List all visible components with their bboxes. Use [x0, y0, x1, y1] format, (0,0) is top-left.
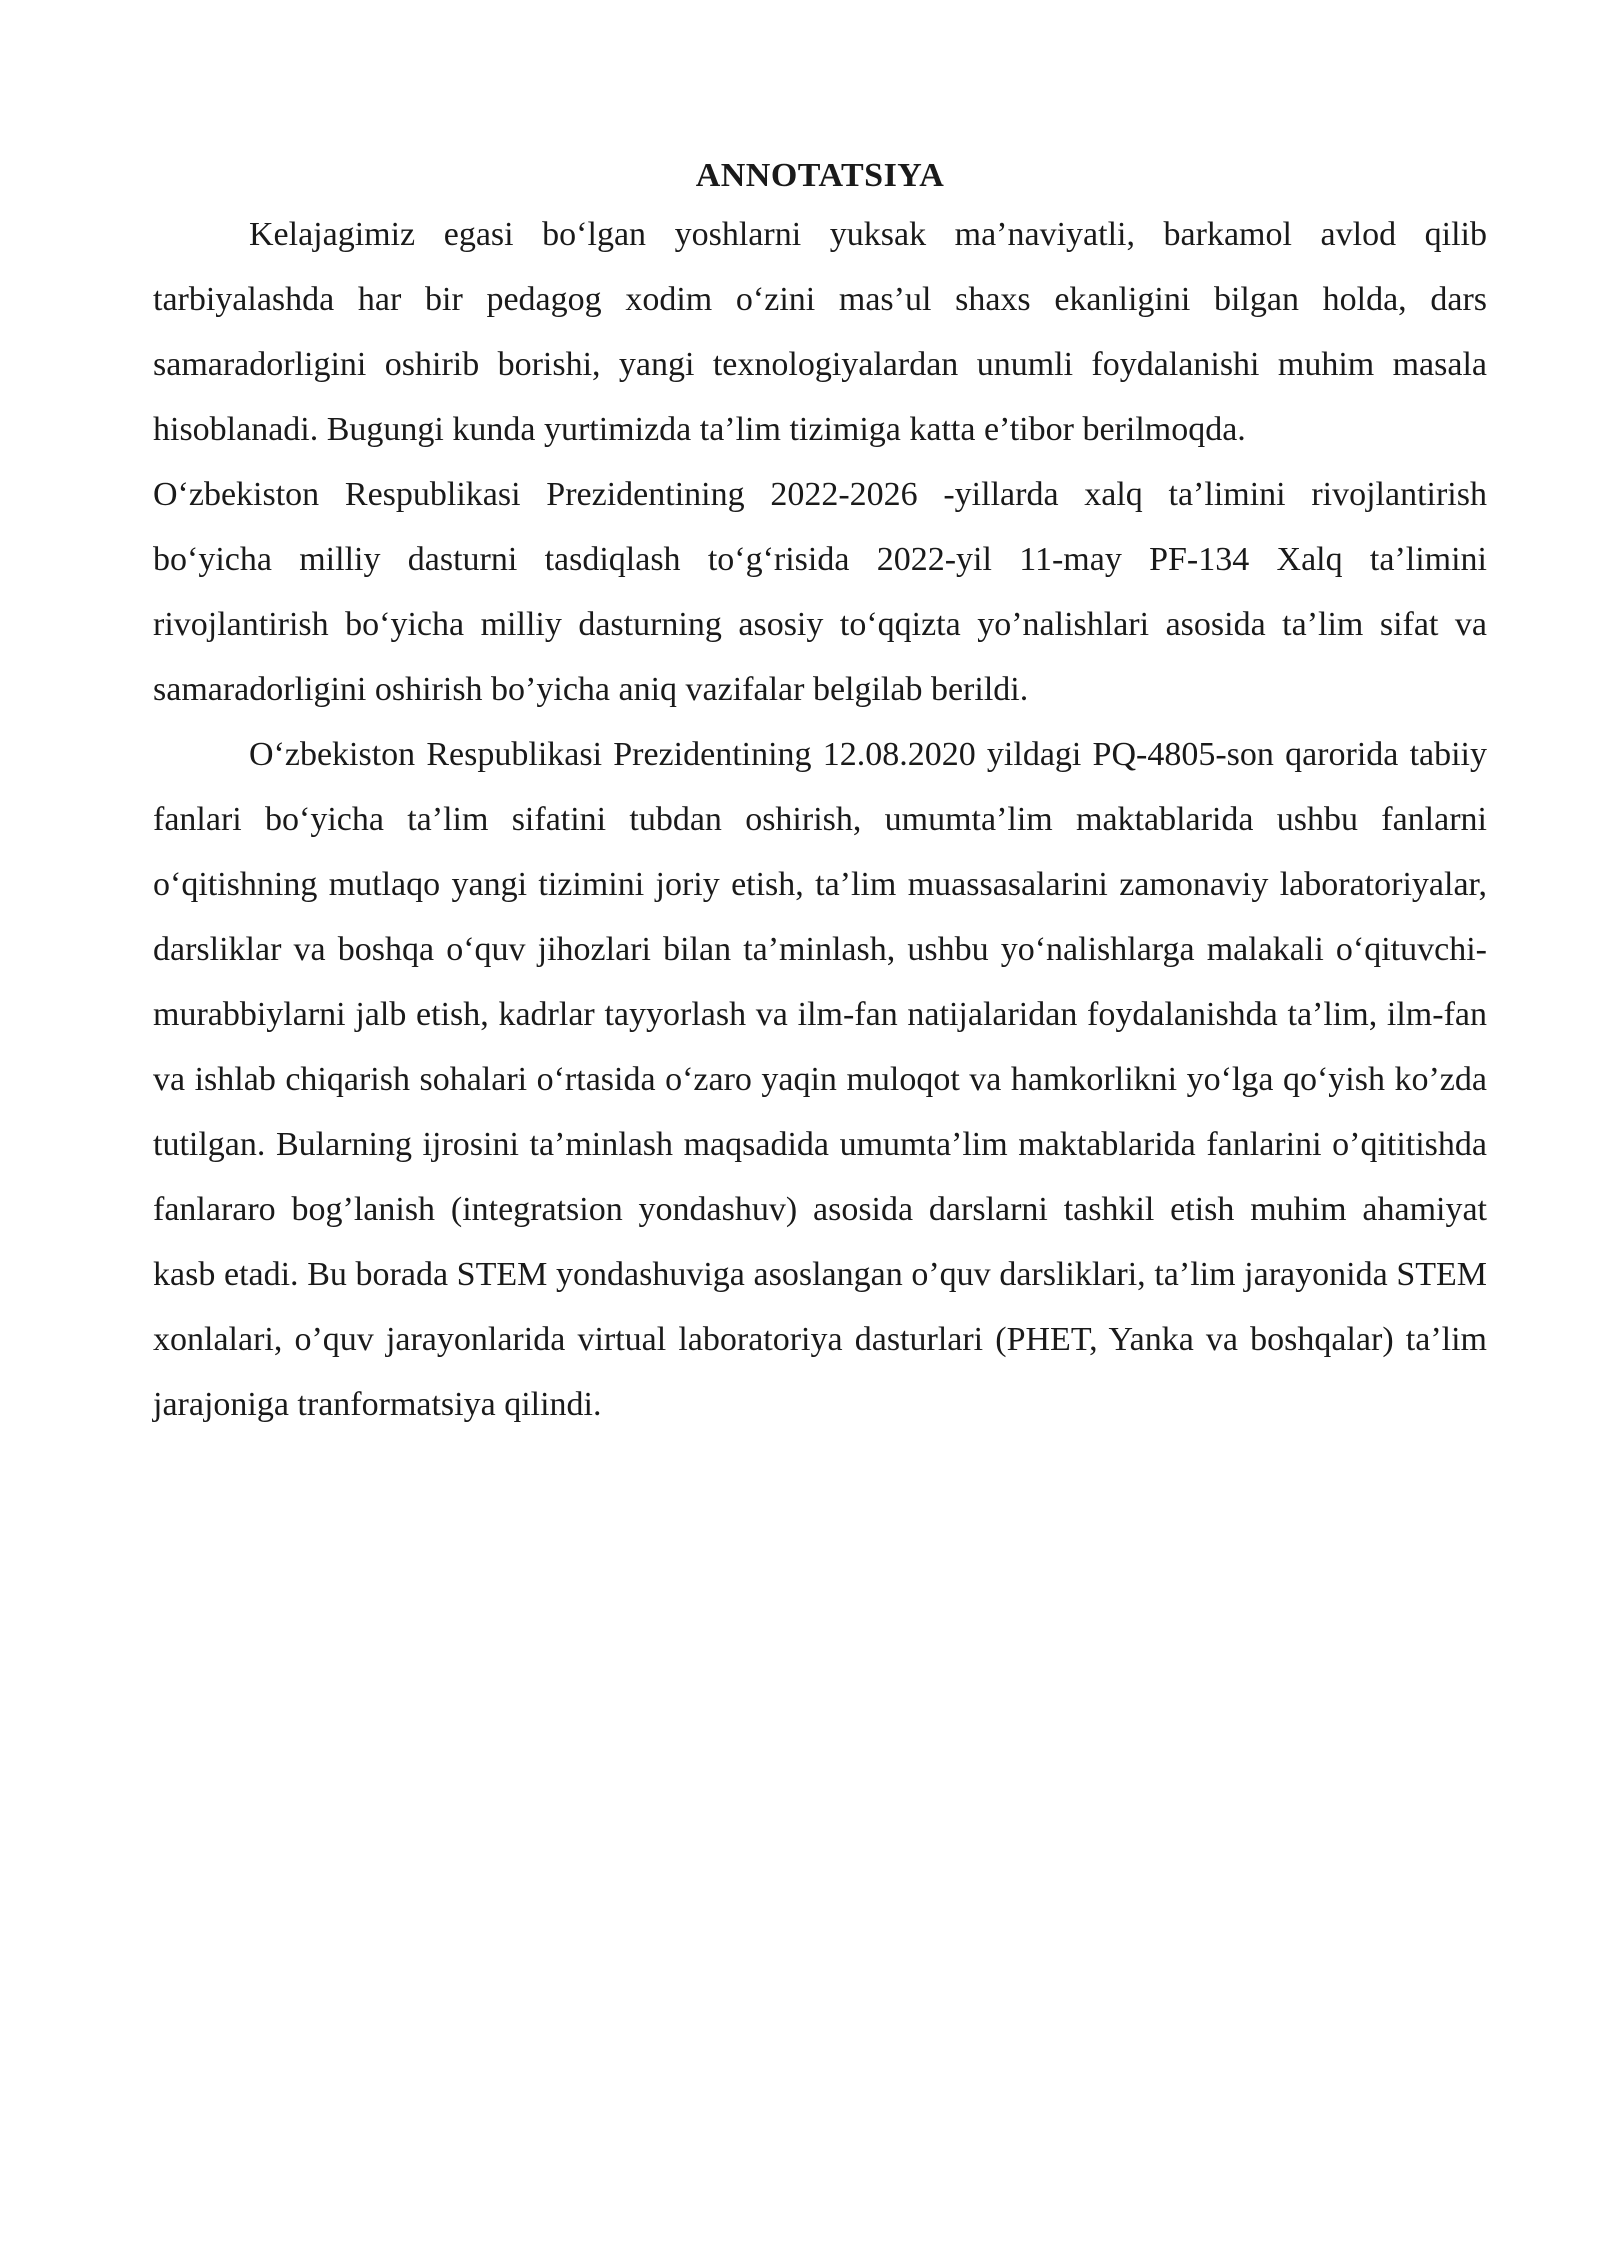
document-title: ANNOTATSIYA	[695, 157, 945, 194]
paragraph-pf-134-decree: O‘zbekiston Respublikasi Prezidentining 2022-2026 -yillarda xalq ta’limini rivojlantirish bo‘yicha milliy dasturni tasdiqlash to‘g‘risida 2022-yil 11-may PF-134 Xalq ta’limini rivojlantirish bo‘yicha milliy dasturning asosiy to‘qqizta yo’nalishlari asosida ta’lim sifat va samaradorligini oshirish bo’yicha aniq vazifalar belgilab berildi.	[153, 476, 1487, 708]
document-body	[153, 150, 1487, 1437]
paragraph-pq-4805-resolution: O‘zbekiston Respublikasi Prezidentining 12.08.2020 yildagi PQ-4805-son qarorida tabiiy fanlari bo‘yicha ta’lim sifatini tubdan oshirish, umumta’lim maktablarida ushbu fanlarni o‘qitishning mutlaqo yangi tizimini joriy etish, ta’lim muassasalarini zamonaviy laboratoriyalar, darsliklar va boshqa o‘quv jihozlari bilan ta’minlash, ushbu yo‘nalishlarga malakali o‘qituvchi-murabbiylarni jalb etish, kadrlar tayyorlash va ilm-fan natijalaridan foydalanishda ta’lim, ilm-fan va ishlab chiqarish sohalari o‘rtasida o‘zaro yaqin muloqot va hamkorlikni yo‘lga qo‘yish ko’zda tutilgan. Bularning ijrosini ta’minlash maqsadida umumta’lim maktablarida fanlarini o’qititishda fanlararo bog’lanish (integratsion yondashuv) asosida darslarni tashkil etish muhim ahamiyat kasb etadi. Bu borada STEM yondashuviga asoslangan o’quv darsliklari, ta’lim jarayonida STEM xonlalari, o’quv jarayonlarida virtual laboratoriya dasturlari (PHET, Yanka va boshqalar) ta’lim jarajoniga tranformatsiya qilindi.	[153, 736, 1487, 1423]
paragraph-intro: Kelajagimiz egasi bo‘lgan yoshlarni yuksak ma’naviyatli, barkamol avlod qilib tarbiyalashda har bir pedagog xodim o‘zini mas’ul shaxs ekanligini bilgan holda, dars samaradorligini oshirib borishi, yangi texnologiyalardan unumli foydalanishi muhim masala hisoblanadi. Bugungi kunda yurtimizda ta’lim tizimiga katta e’tibor berilmoqda.	[153, 216, 1487, 448]
